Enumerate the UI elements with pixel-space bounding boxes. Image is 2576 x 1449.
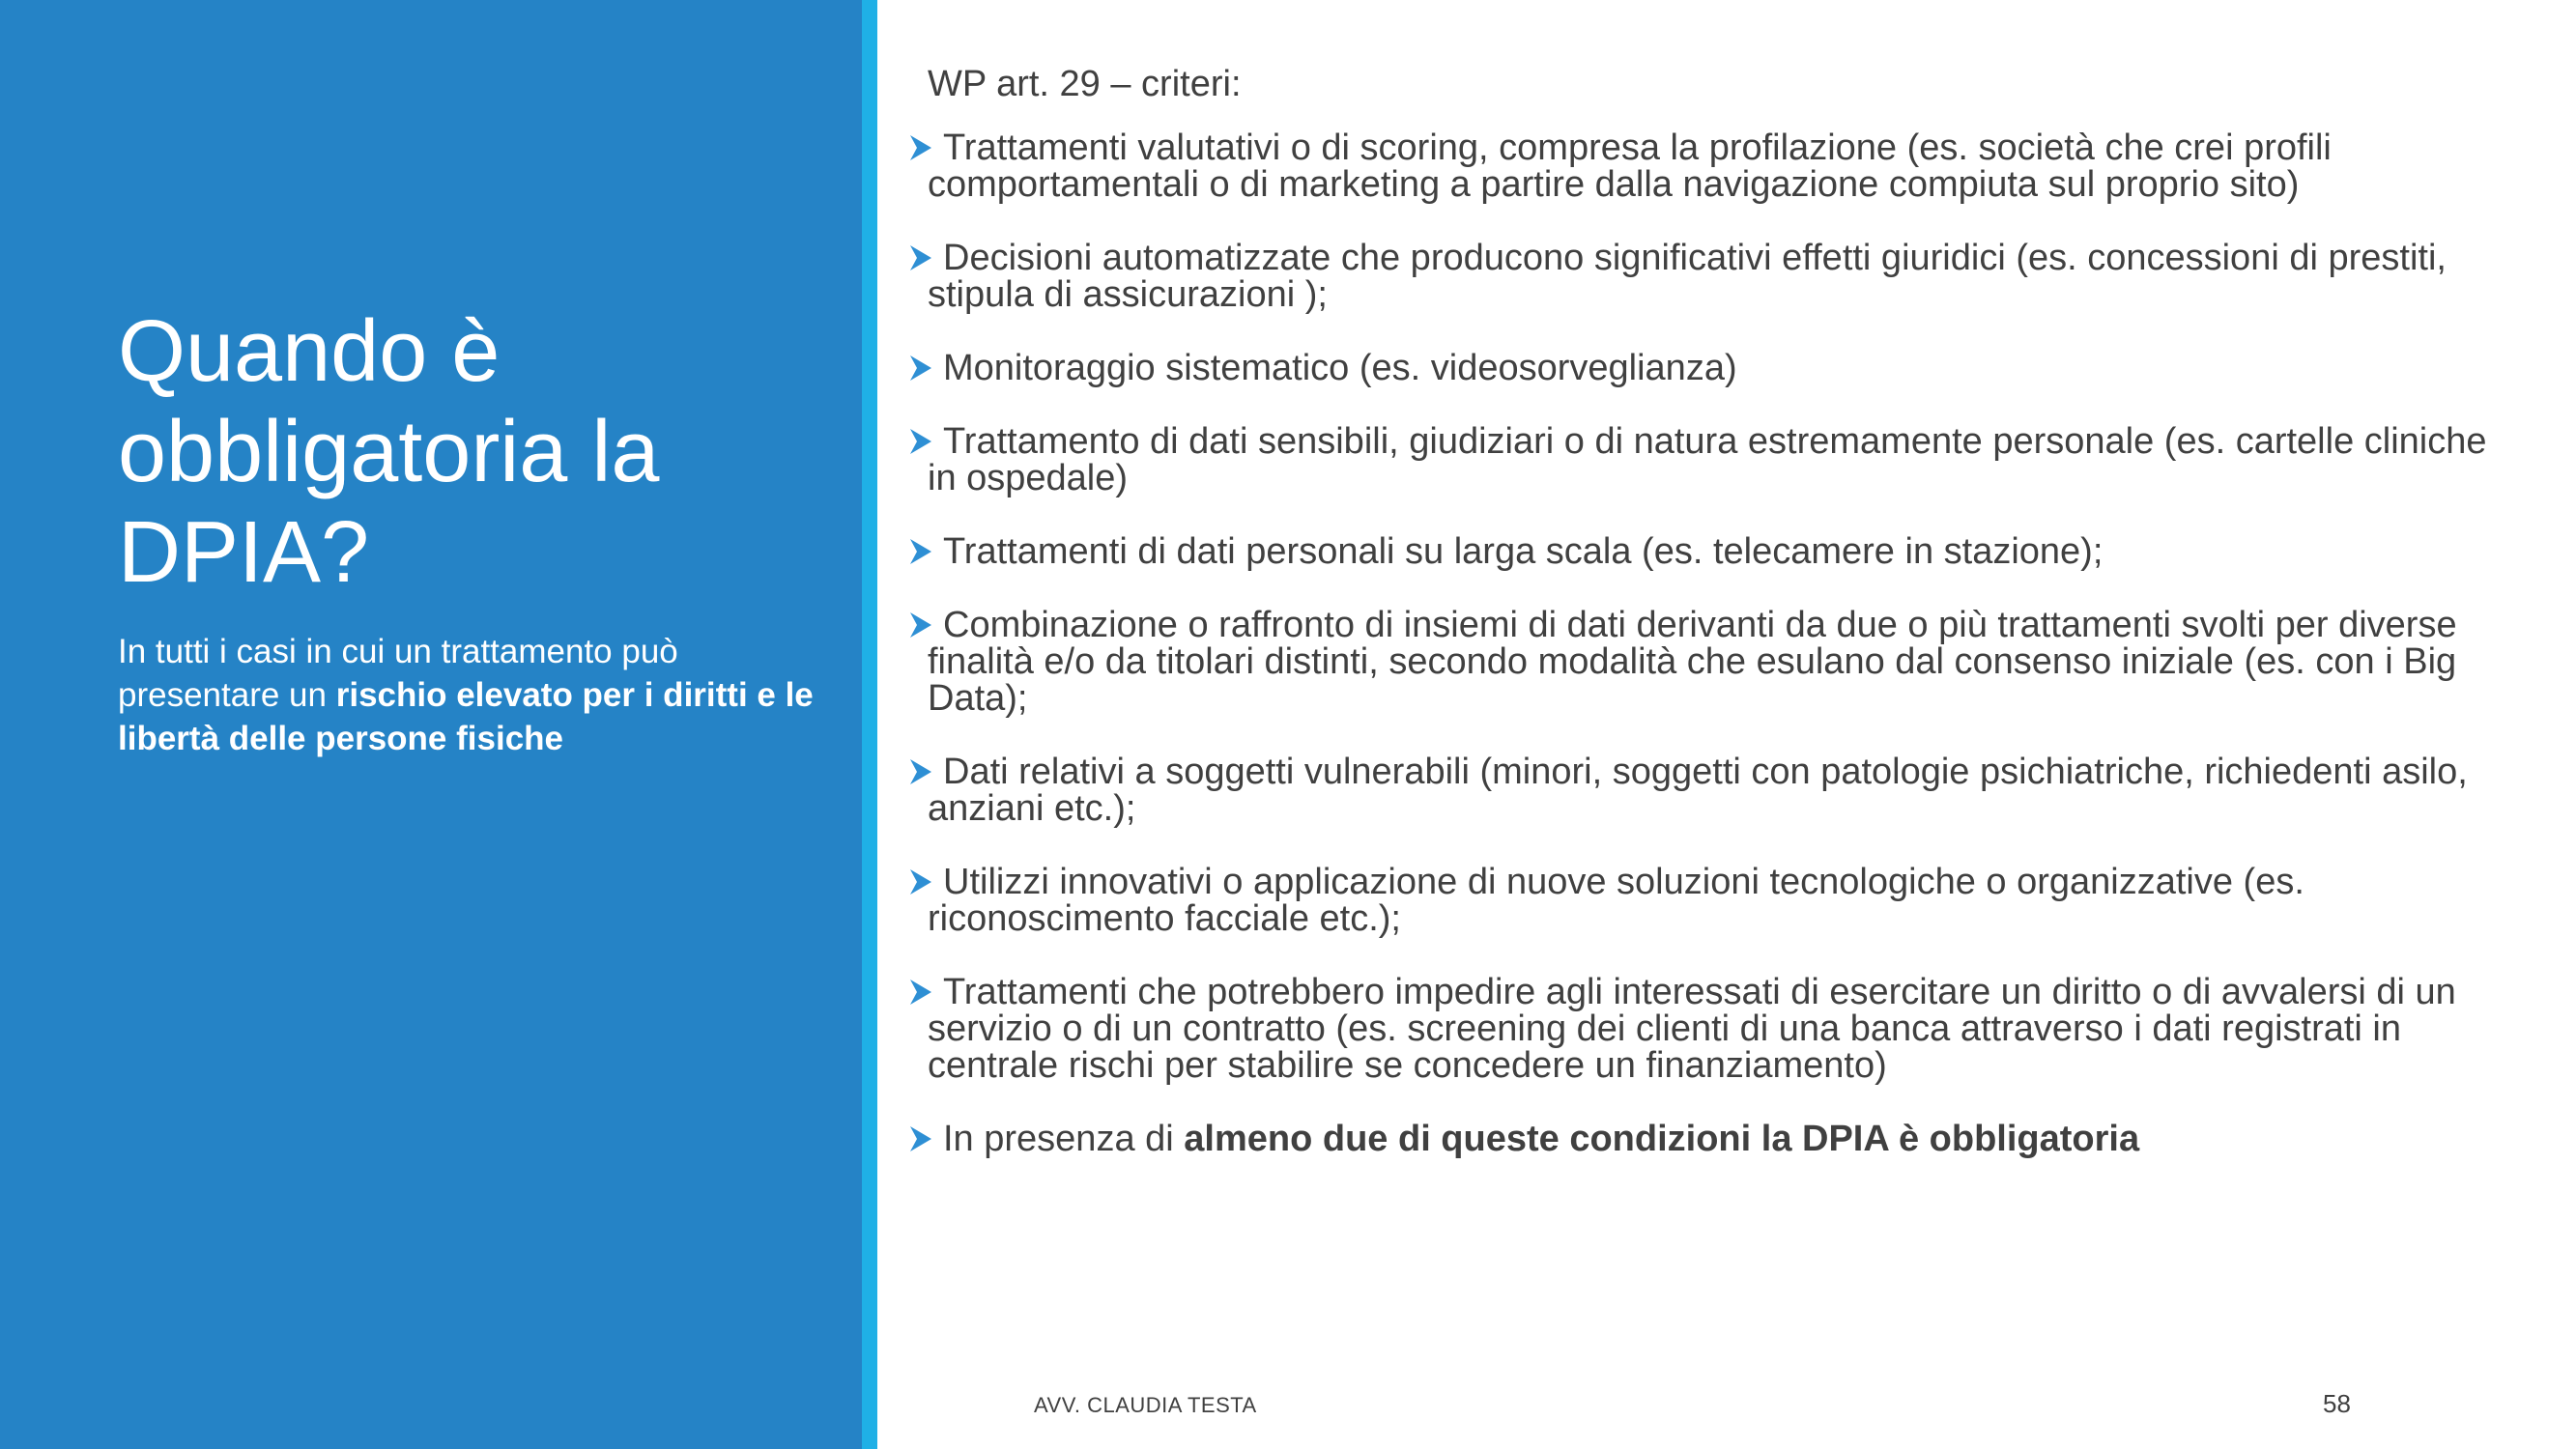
criteria-item-text: Combinazione o raffronto di insiemi di dati derivanti da due o più trattamenti svolti per diverse finalità e/o da titolari distinti, secondo modalità che esulano dal consenso iniziale (es. con i Big Data);: [928, 605, 2457, 719]
arrow-bullet-icon: [908, 350, 933, 386]
criteria-item-text: Utilizzi innovativi o applicazione di nuove soluzioni tecnologiche o organizzative (es. riconoscimento facciale etc.);: [928, 862, 2304, 939]
conclusion-emphasis: almeno due di queste condizioni la DPIA è obbligatoria: [1184, 1119, 2140, 1159]
arrow-bullet-icon: [908, 533, 933, 570]
subtitle-emphasis: rischio elevato per i diritti e le libertà delle persone fisiche: [118, 676, 814, 757]
criteria-item: [908, 240, 2493, 313]
criteria-item-text: Trattamento di dati sensibili, giudiziari o di natura estremamente personale (es. cartelle cliniche in ospedale): [928, 421, 2487, 498]
criteria-item: [908, 423, 2493, 497]
criteria-item: [908, 533, 2493, 570]
criteria-heading: WP art. 29 – criteri:: [928, 64, 1242, 104]
criteria-item-text: Trattamenti di dati personali su larga scala (es. telecamere in stazione);: [943, 531, 2104, 572]
criteria-item: [908, 974, 2493, 1084]
arrow-bullet-icon: [908, 607, 933, 643]
content-area: [908, 60, 2493, 1194]
criteria-item: [908, 753, 2493, 827]
accent-strip: [862, 0, 877, 1449]
left-panel: [0, 0, 862, 1449]
slide-subtitle: [118, 630, 814, 760]
page-number: 58: [2323, 1389, 2351, 1418]
slide-title: Quando è obbligatoria la DPIA?: [118, 303, 660, 601]
footer-author: AVV. CLAUDIA TESTA: [1034, 1393, 1257, 1417]
criteria-item-text: Trattamenti valutativi o di scoring, compresa la profilazione (es. società che crei profili comportamentali o di marketing a partire dalla navigazione compiuta sul proprio sito): [928, 128, 2332, 205]
arrow-bullet-icon: [908, 423, 933, 460]
conclusion-prefix: In presenza di: [943, 1119, 1185, 1159]
criteria-item-text: Monitoraggio sistematico (es. videosorveglianza): [943, 348, 1737, 388]
criteria-item-text: Decisioni automatizzate che producono significativi effetti giuridici (es. concessioni di prestiti, stipula di assicurazioni );: [928, 238, 2447, 315]
criteria-conclusion: [908, 1121, 2493, 1157]
arrow-bullet-icon: [908, 864, 933, 900]
arrow-bullet-icon: [908, 1121, 933, 1157]
arrow-bullet-icon: [908, 753, 933, 790]
criteria-item: [908, 864, 2493, 937]
arrow-bullet-icon: [908, 240, 933, 276]
criteria-item: [908, 350, 2493, 386]
arrow-bullet-icon: [908, 129, 933, 166]
criteria-item: [908, 607, 2493, 717]
criteria-item: [908, 129, 2493, 203]
arrow-bullet-icon: [908, 974, 933, 1010]
criteria-item-text: Trattamenti che potrebbero impedire agli interessati di esercitare un diritto o di avvalersi di un servizio o di un contratto (es. screening dei clienti di una banca attraverso i dati registrati in centrale rischi per stabilire se concedere un finanziamento): [928, 972, 2456, 1086]
subtitle-text: In tutti i casi in cui un trattamento può presentare un: [118, 633, 678, 714]
criteria-item-text: Dati relativi a soggetti vulnerabili (minori, soggetti con patologie psichiatriche, richiedenti asilo, anziani etc.);: [928, 752, 2468, 829]
